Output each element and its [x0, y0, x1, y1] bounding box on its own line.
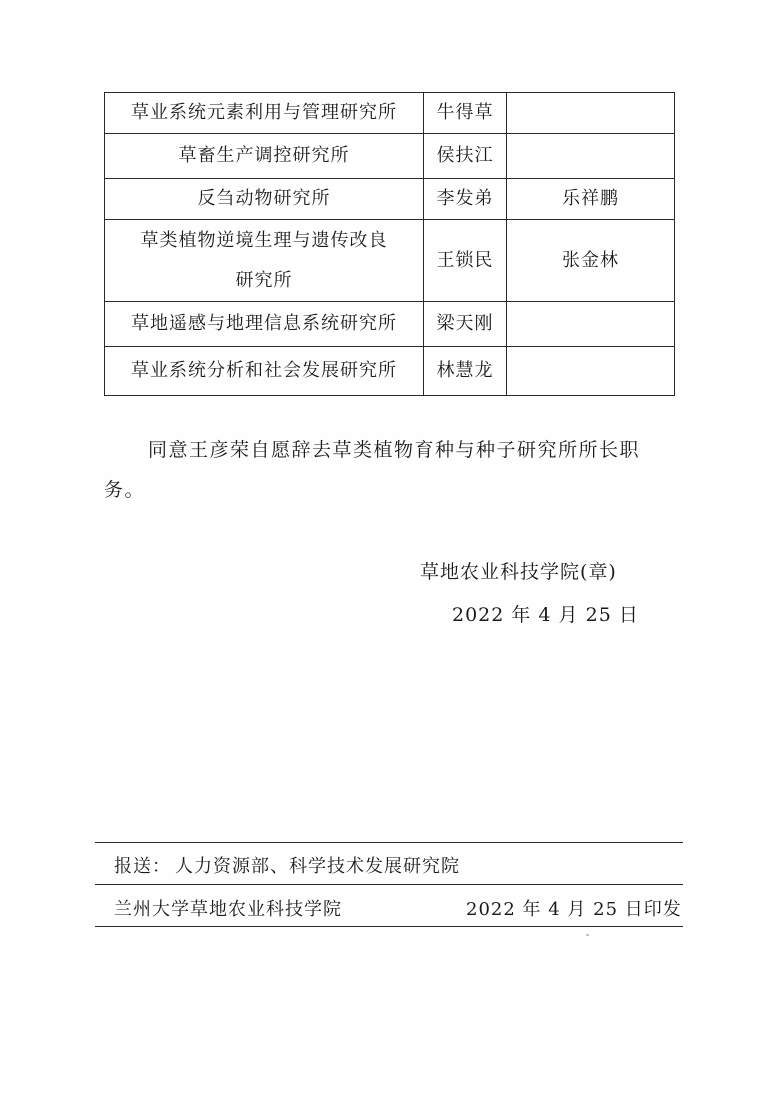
copy-to-label: 报送：: [114, 856, 171, 877]
institute-name: 草地遥感与地理信息系统研究所: [105, 302, 424, 347]
institute-deputy: [507, 302, 675, 347]
institute-name: 草畜生产调控研究所: [105, 134, 424, 179]
institute-leadership-table: [104, 92, 675, 396]
institute-head: 王锁民: [424, 220, 507, 302]
institute-head: 林慧龙: [424, 347, 507, 396]
table-row: [105, 93, 675, 134]
institute-name: [105, 220, 424, 302]
institute-name-line-2: 研究所: [235, 269, 293, 291]
footer-rule-top: [95, 842, 683, 843]
institute-name: 反刍动物研究所: [105, 179, 424, 220]
issue-date: 2022 年 4 月 25 日印发: [466, 899, 682, 920]
table-row: [105, 347, 675, 396]
table-row: [105, 220, 675, 302]
issuing-office: 兰州大学草地农业科技学院: [114, 899, 342, 920]
institute-deputy: 乐祥鹏: [507, 179, 675, 220]
institute-name-line-1: 草类植物逆境生理与遗传改良: [140, 229, 388, 251]
institute-name: 草业系统分析和社会发展研究所: [105, 347, 424, 396]
institute-head: 牛得草: [424, 93, 507, 134]
footer-rule-bottom: [95, 926, 683, 927]
signature-date: 2022 年 4 月 25 日: [452, 604, 639, 626]
institute-deputy: 张金林: [507, 220, 675, 302]
institute-head: 李发弟: [424, 179, 507, 220]
institute-head: 梁天刚: [424, 302, 507, 347]
institute-name: 草业系统元素利用与管理研究所: [105, 93, 424, 134]
scan-speck: [586, 934, 589, 936]
issuing-organization-seal: 草地农业科技学院(章): [420, 561, 617, 583]
institute-deputy: [507, 93, 675, 134]
table-row: [105, 302, 675, 347]
institute-deputy: [507, 134, 675, 179]
copy-to-line: [114, 852, 460, 878]
table-row: [105, 134, 675, 179]
table-row: [105, 179, 675, 220]
copy-to-recipients: 人力资源部、科学技术发展研究院: [175, 856, 460, 877]
footer-rule-middle: [95, 884, 683, 885]
institute-deputy: [507, 347, 675, 396]
institute-head: 侯扶江: [424, 134, 507, 179]
resolution-paragraph: 同意王彦荣自愿辞去草类植物育种与种子研究所所长职务。: [104, 439, 641, 501]
